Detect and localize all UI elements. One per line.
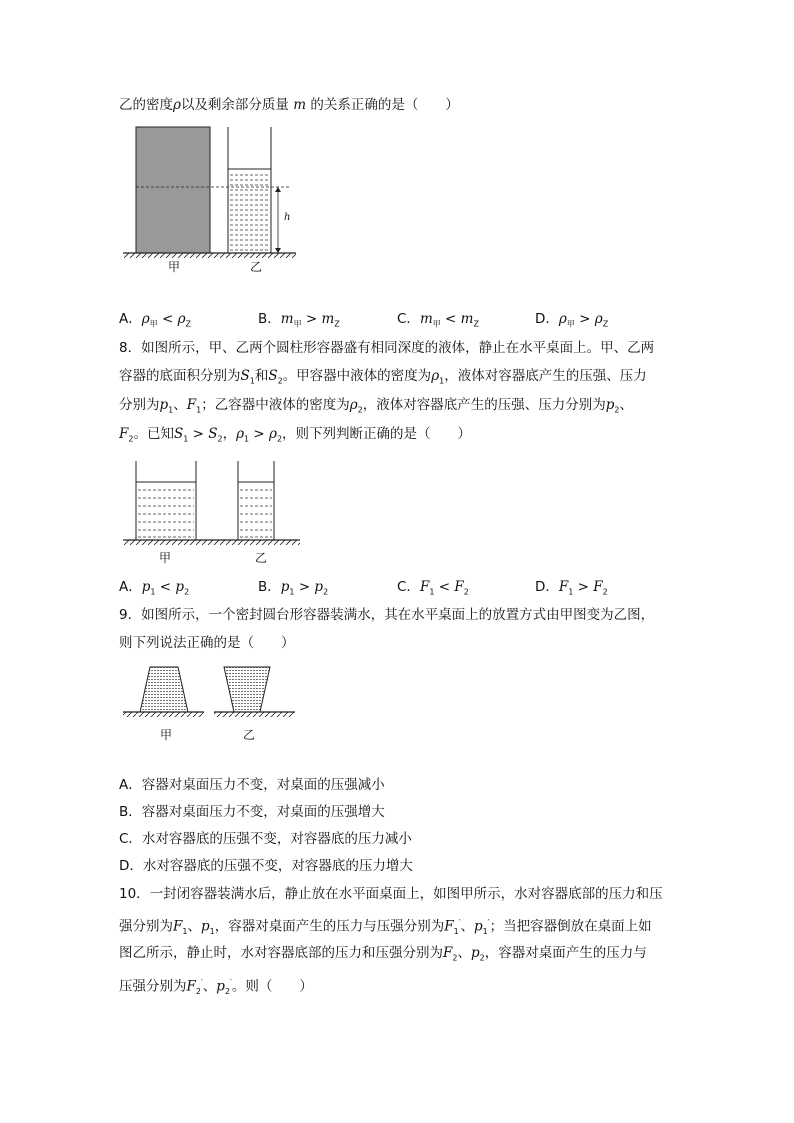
opt-op: > bbox=[573, 579, 594, 595]
t: ；乙容器中液体的密度为 bbox=[201, 397, 350, 413]
t: F bbox=[173, 918, 183, 935]
opt-letter: A． bbox=[119, 579, 142, 595]
q7-h-label: h bbox=[284, 212, 291, 223]
opt-bsub: Z bbox=[602, 319, 609, 329]
t: 、 bbox=[173, 397, 187, 413]
t: 。已知 bbox=[133, 426, 174, 442]
q9-container-yi bbox=[224, 667, 270, 712]
t: ′ bbox=[487, 918, 490, 927]
t: ， bbox=[222, 426, 237, 442]
opt-b: ρ bbox=[177, 311, 186, 327]
q8-figure bbox=[118, 455, 308, 555]
t: > bbox=[188, 426, 209, 442]
t: 1 bbox=[439, 376, 445, 386]
q8-line1: 8．如图所示，甲、乙两个圆柱形容器盛有相同深度的液体，静止在水平桌面上。甲、乙两 bbox=[119, 340, 655, 356]
t: F bbox=[443, 945, 453, 961]
q9-line1: 9．如图所示，一个密封圆台形容器装满水，其在水平桌面上的放置方式由甲图变为乙图， bbox=[119, 607, 655, 623]
opt-b: m bbox=[321, 311, 335, 327]
q8-liquid-jia bbox=[138, 490, 194, 537]
opt-a: p bbox=[280, 579, 290, 595]
opt-bsub: 2 bbox=[463, 587, 469, 597]
q8-option-a[interactable] bbox=[119, 577, 189, 603]
t: p bbox=[470, 945, 480, 961]
opt-b: p bbox=[175, 579, 185, 595]
t: 图乙所示，静止时，水对容器底部的压力和压强分别为 bbox=[119, 945, 443, 961]
q7-intro-mid: 以及剩余部分质量 bbox=[180, 97, 289, 113]
q7-option-c[interactable] bbox=[397, 309, 479, 335]
t: ，则下列判断正确的是（ ） bbox=[282, 426, 472, 442]
t: ρ bbox=[269, 426, 277, 442]
q7-intro-post: 的关系正确的是（ ） bbox=[310, 97, 459, 113]
q9-label-yi: 乙 bbox=[243, 728, 256, 742]
q8-label-yi: 乙 bbox=[255, 551, 268, 565]
q9-option-d[interactable]: D．水对容器底的压强不变，对容器底的压力增大 bbox=[119, 858, 413, 874]
t: S bbox=[240, 368, 250, 384]
t: S bbox=[208, 426, 218, 442]
t: ρ bbox=[236, 426, 244, 442]
t: p bbox=[216, 978, 225, 995]
t: 2 bbox=[276, 434, 283, 444]
opt-bsub: 2 bbox=[184, 587, 190, 597]
t: 、 bbox=[457, 945, 471, 961]
opt-bsub: Z bbox=[185, 319, 192, 329]
t: 2 bbox=[217, 434, 223, 444]
t: 2 bbox=[614, 405, 620, 415]
q8-liquid-yi bbox=[240, 490, 272, 537]
opt-letter: C． bbox=[397, 579, 420, 595]
opt-bsub: Z bbox=[473, 319, 479, 329]
t: ，液体对容器底产生的压强、压力 bbox=[444, 368, 647, 384]
t: 1 bbox=[183, 434, 189, 444]
t: 、 bbox=[460, 918, 475, 935]
q7-m: m bbox=[293, 97, 307, 113]
q7-block-jia bbox=[136, 127, 210, 253]
q7-option-a[interactable] bbox=[119, 309, 191, 335]
q9-option-c[interactable]: C．水对容器底的压强不变，对容器底的压力减小 bbox=[119, 831, 412, 847]
opt-b: p bbox=[314, 579, 324, 595]
q7-label-yi: 乙 bbox=[250, 260, 263, 274]
opt-bsub: Z bbox=[334, 319, 340, 329]
t: 压强分别为 bbox=[119, 978, 187, 995]
t: 2 bbox=[452, 953, 458, 963]
t: 1 bbox=[249, 376, 255, 386]
t: ρ bbox=[349, 397, 358, 413]
q9-label-jia: 甲 bbox=[160, 728, 173, 742]
q10-line2 bbox=[119, 913, 652, 942]
t: 2 bbox=[479, 953, 485, 963]
q8-label-jia: 甲 bbox=[159, 551, 172, 565]
q7-option-d[interactable] bbox=[535, 309, 608, 335]
opt-asub: 1 bbox=[429, 587, 435, 597]
t: p bbox=[474, 918, 483, 935]
q9-option-a[interactable]: A．容器对桌面压力不变，对桌面的压强减小 bbox=[119, 777, 385, 793]
opt-letter: D． bbox=[535, 311, 559, 327]
t: 强分别为 bbox=[119, 918, 173, 935]
t: 2 bbox=[224, 987, 231, 997]
opt-a: p bbox=[141, 579, 151, 595]
t: 2 bbox=[357, 405, 363, 415]
opt-letter: B． bbox=[258, 311, 281, 327]
t: 。则（ ） bbox=[231, 978, 313, 995]
opt-letter: A． bbox=[119, 311, 142, 327]
t: 、 bbox=[619, 397, 633, 413]
q10-line3 bbox=[119, 943, 647, 969]
opt-a: ρ bbox=[141, 311, 150, 327]
t: 。甲容器中液体的密度为 bbox=[282, 368, 432, 384]
t: ，液体对容器底产生的压强、压力分别为 bbox=[362, 397, 606, 413]
t: p bbox=[605, 397, 615, 413]
opt-a: m bbox=[280, 311, 294, 327]
opt-b: m bbox=[460, 311, 474, 327]
t: 1 bbox=[209, 927, 215, 937]
opt-op: < bbox=[434, 579, 455, 595]
t: 1 bbox=[244, 434, 250, 444]
opt-asub: 甲 bbox=[566, 319, 575, 329]
opt-letter: D． bbox=[535, 579, 559, 595]
t: 和 bbox=[254, 368, 269, 384]
t: F bbox=[444, 918, 454, 935]
opt-a: ρ bbox=[558, 311, 567, 327]
t: 2 bbox=[195, 987, 201, 997]
q8-line4 bbox=[119, 424, 471, 450]
t: 分别为 bbox=[119, 397, 160, 413]
t: F bbox=[119, 426, 129, 442]
t: ′ bbox=[458, 918, 461, 927]
opt-a: F bbox=[558, 579, 569, 595]
t: ；当把容器倒放在桌面上如 bbox=[489, 918, 652, 935]
t: ，容器对桌面产生的压力与压强分别为 bbox=[214, 918, 445, 935]
t: 1 bbox=[168, 405, 174, 415]
opt-op: > bbox=[301, 311, 322, 327]
q9-option-b[interactable]: B．容器对桌面压力不变，对桌面的压强增大 bbox=[119, 804, 385, 820]
q7-intro bbox=[119, 95, 459, 115]
q8-line2 bbox=[119, 366, 647, 392]
t: 1 bbox=[182, 927, 188, 937]
q9-line2: 则下列说法正确的是（ ） bbox=[119, 635, 295, 651]
t: ′ bbox=[200, 978, 203, 987]
q10-line4 bbox=[119, 973, 313, 1002]
t: 、 bbox=[187, 918, 201, 935]
opt-op: < bbox=[155, 579, 176, 595]
t: ，容器对桌面产生的压力与 bbox=[484, 945, 647, 961]
t: 1 bbox=[482, 927, 488, 937]
t: F bbox=[186, 978, 196, 995]
q7-figure bbox=[118, 120, 303, 285]
t: 、 bbox=[202, 978, 217, 995]
opt-bsub: 2 bbox=[323, 587, 329, 597]
t: 2 bbox=[128, 434, 134, 444]
opt-op: < bbox=[440, 311, 461, 327]
opt-asub: 1 bbox=[150, 587, 156, 597]
q8-option-c[interactable] bbox=[397, 577, 469, 603]
opt-asub: 1 bbox=[568, 587, 574, 597]
opt-a: F bbox=[419, 579, 430, 595]
q8-line3 bbox=[119, 395, 633, 421]
t: 1 bbox=[453, 927, 459, 937]
opt-bsub: 2 bbox=[602, 587, 608, 597]
q7-option-b[interactable] bbox=[258, 309, 340, 335]
q9-figure bbox=[118, 660, 303, 722]
t: F bbox=[186, 397, 197, 413]
t: 2 bbox=[277, 376, 283, 386]
q7-rho: ρ bbox=[173, 97, 181, 113]
opt-asub: 甲 bbox=[432, 319, 441, 329]
q9-container-jia bbox=[140, 667, 188, 712]
opt-asub: 1 bbox=[289, 587, 295, 597]
opt-b: ρ bbox=[594, 311, 603, 327]
q7-intro-pre: 乙的密度 bbox=[119, 97, 173, 113]
q8-option-b[interactable] bbox=[258, 577, 328, 603]
opt-a: m bbox=[419, 311, 433, 327]
opt-letter: C． bbox=[397, 311, 420, 327]
opt-op: > bbox=[294, 579, 315, 595]
q7-label-jia: 甲 bbox=[168, 260, 181, 274]
opt-op: < bbox=[157, 311, 178, 327]
t: p bbox=[159, 397, 169, 413]
opt-b: F bbox=[593, 579, 603, 595]
q8-option-d[interactable] bbox=[535, 577, 608, 603]
t: p bbox=[200, 918, 210, 935]
t: ′ bbox=[230, 978, 232, 987]
t: S bbox=[173, 426, 184, 442]
q7-liquid-yi bbox=[230, 175, 269, 250]
t: 容器的底面积分别为 bbox=[119, 368, 241, 384]
opt-b: F bbox=[454, 579, 464, 595]
t: S bbox=[268, 368, 278, 384]
t: 1 bbox=[196, 405, 202, 415]
t: > bbox=[249, 426, 269, 442]
opt-asub: 甲 bbox=[293, 319, 302, 329]
opt-asub: 甲 bbox=[149, 319, 158, 329]
opt-op: > bbox=[574, 311, 595, 327]
opt-letter: B． bbox=[258, 579, 281, 595]
q10-line1: 10．一封闭容器装满水后，静止放在水平面桌面上，如图甲所示，水对容器底部的压力和压 bbox=[119, 886, 663, 902]
t: ρ bbox=[431, 368, 440, 384]
